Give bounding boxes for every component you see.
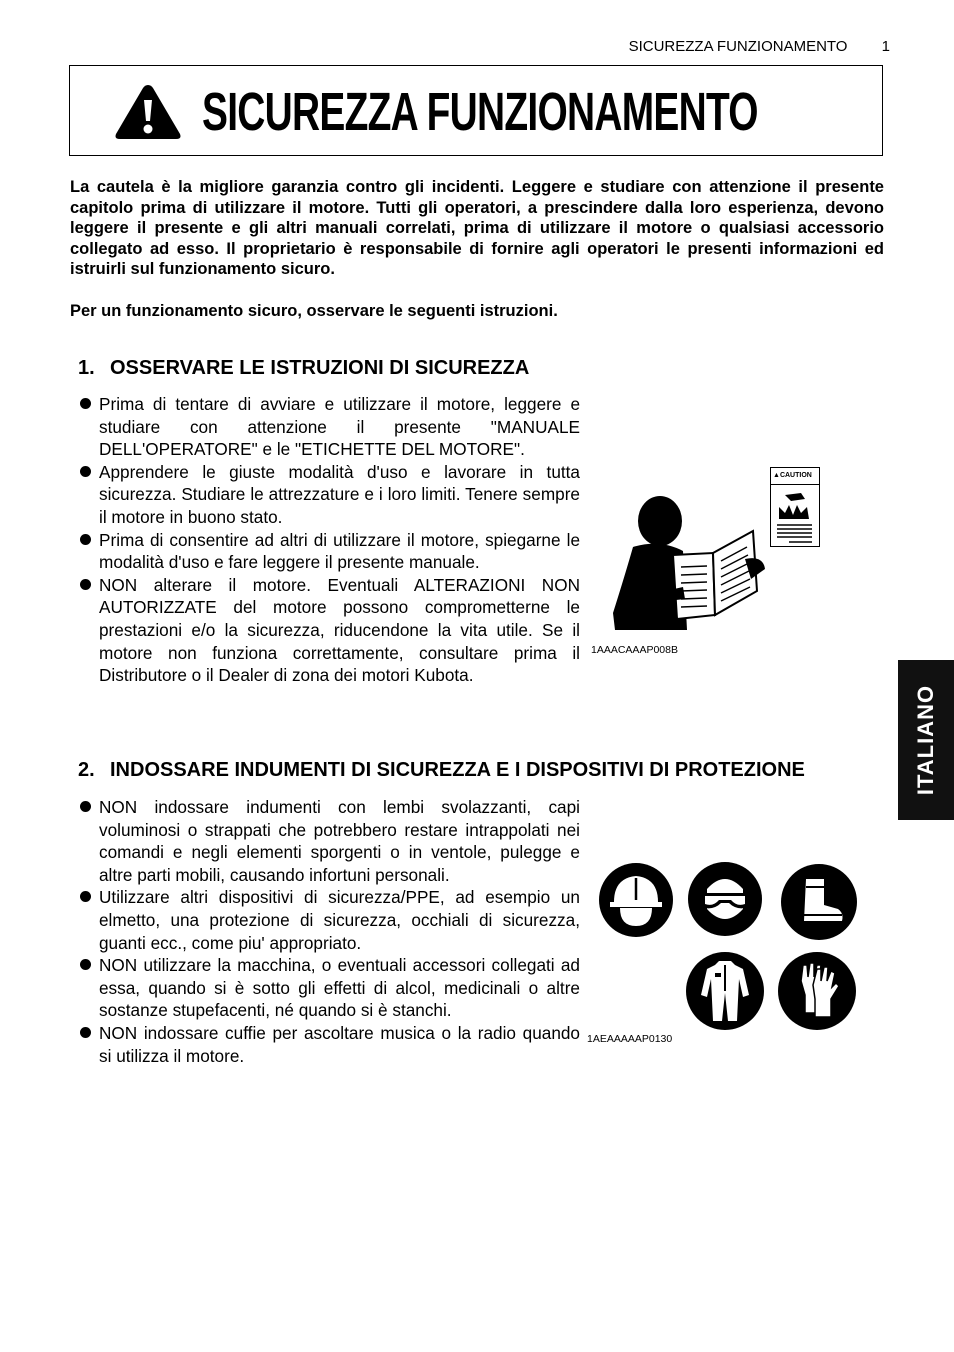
caution-decal-icon [770,467,820,547]
list-item: NON indossare cuffie per ascoltare musica o la radio quando si utilizza il motore. [80,1022,580,1067]
running-header [560,38,890,55]
figure-1-label: 1AAACAAAP008B [591,644,678,656]
language-tab [898,660,954,820]
list-item: Utilizzare altri dispositivi di sicurezza/PPE, ad esempio un elmetto, una protezione di sicurezza, occhiali di sicurezza, guanti ecc., come piu' appropriato. [80,886,580,954]
goggles-icon [687,861,763,937]
figure-2-label: 1AEAAAAAP0130 [587,1033,673,1045]
boot-icon [780,863,858,941]
list-item: Apprendere le giuste modalità d'uso e lavorare in tutta sicurezza. Studiare le attrezzature e i loro limiti. Tenere sempre il motore in buono stato. [80,461,580,529]
reading-operator-icon [605,495,770,635]
caution-triangle-icon: ▲ [773,472,780,479]
decal-pictogram-icon [771,485,818,547]
list-item: NON alterare il motore. Eventuali ALTERAZIONI NON AUTORIZZATE del motore possono comprometterne le prestazioni e/o la sicurezza, riducendone la vita utile. Se il motore non funziona correttamente, consultare prima il Distributore o il Dealer di zona dei motori Kubota. [80,574,580,687]
coverall-icon [685,951,765,1031]
list-item: NON utilizzare la macchina, o eventuali accessori collegati ad essa, quando si è sotto gli effetti di alcol, medicinali o altre sostanze stupefacenti, né quando si è stanchi. [80,954,580,1022]
section-1-title: OSSERVARE LE ISTRUZIONI DI SICUREZZA [110,357,530,379]
warning-triangle-icon [114,83,182,141]
list-item: NON indossare indumenti con lembi svolazzanti, capi voluminosi o strappati che potrebbero restare intrappolati nei comandi e negli elementi sporgenti o in ventole, pulegge e altre parti mobili, causando infortuni personali. [80,796,580,886]
section-1-number: 1. [78,357,95,379]
language-tab-label: ITALIANO [913,684,938,796]
caution-header [771,468,819,485]
header-section-title: SICUREZZA FUNZIONAMENTO [628,38,848,55]
title-box [69,65,883,156]
section-2-heading [78,759,805,782]
section-1-heading [78,357,529,380]
caution-label: CAUTION [779,472,812,479]
section-2-number: 2. [78,759,95,781]
intro-instruction: Per un funzionamento sicuro, osservare le seguenti istruzioni. [70,302,558,320]
page-number: 1 [881,38,890,55]
section-2-title: INDOSSARE INDUMENTI DI SICUREZZA E I DISPOSITIVI DI PROTEZIONE [110,759,805,781]
list-item: Prima di tentare di avviare e utilizzare il motore, leggere e studiare con attenzione il presente "MANUALE DELL'OPERATORE" e le "ETICHETTE DEL MOTORE". [80,393,580,461]
page-title: SICUREZZA FUNZIONAMENTO [202,82,758,142]
helmet-icon [598,862,674,938]
section-1-list [80,393,580,687]
gloves-icon [777,951,857,1031]
list-item: Prima di consentire ad altri di utilizzare il motore, spiegarne le modalità d'uso e fare leggere il presente manuale. [80,529,580,574]
section-2-list [80,796,580,1067]
intro-paragraph: La cautela è la migliore garanzia contro gli incidenti. Leggere e studiare con attenzione il presente capitolo prima di utilizzare il motore. Tutti gli operatori, a prescindere dalla loro esperienza, devono leggere il presente e gli altri manuali correlati, prima di utilizzare il motore o qualsiasi accessorio collegato ad esso. Il proprietario è responsabile di fornire agli operatori le presenti informazioni ed istruirli sul funzionamento sicuro. [70,178,884,278]
